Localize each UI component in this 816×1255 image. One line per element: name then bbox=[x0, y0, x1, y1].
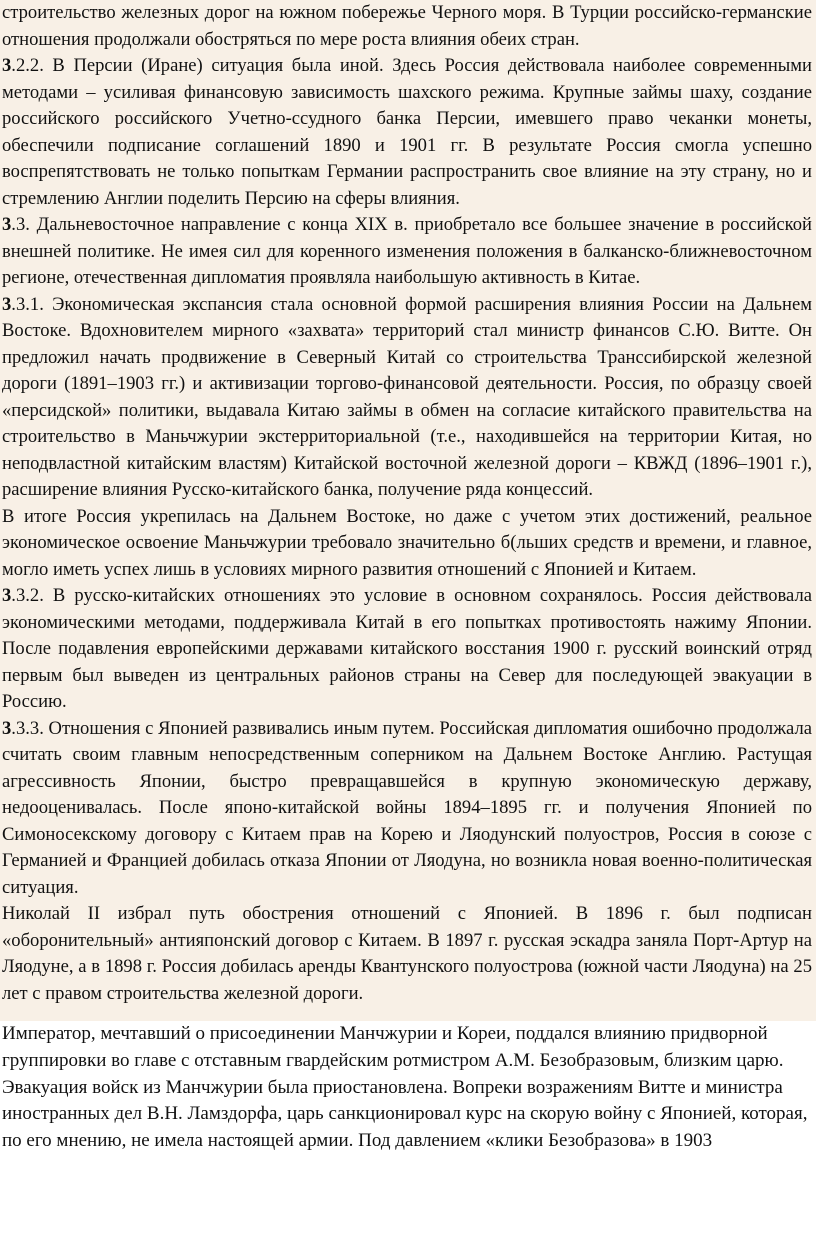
paragraph-3-3-1: 3.3.1. Экономическая экспансия стала основной формой расширения влияния России на Дальнем Востоке. Вдохновителем мирного «захвата» территорий стал министр финансов С.Ю. Витте. Он предложил начать продвижение в Северный Китай со строительства Транссибирской железной дороги (1891–1903 гг.) и активизации торгово-финансовой деятельности. Россия, по образцу своей «персидской» политики, выдавала Китаю займы в обмен на согласие китайского правительства на строительство в Маньчжурии экстерриториальной (т.е., находившейся на территории Китая, но неподвластной китайским властям) Китайской восточной железной дороги – КВЖД (1896–1901 г.), расширение влияния Русско-китайского банка, получение ряда концессий. bbox=[2, 293, 812, 500]
paragraph-3-3-3: 3.3.3. Отношения с Японией развивались иным путем. Российская дипломатия ошибочно продолжала считать своим главным непосредственным соперником на Дальнем Востоке Англию. Растущая агрессивность Японии, быстро превращавшейся в крупную экономическую державу, недооценивалась. После японо-китайской войны 1894–1895 гг. и получения Японией по Симоносекскому договору с Китаем прав на Корею и Ляодунский полуостров, Россия в союзе с Германией и Францией добилась отказа Японии от Ляодуна, но возникла новая военно-политическая ситуация. bbox=[2, 717, 812, 898]
paragraph-3-3: 3.3. Дальневосточное направление с конца XIX в. приобретало все большее значение в российской внешней политике. Не имея сил для коренного изменения положения в балканско-ближневосточном регионе, отечественная дипломатия проявляла наибольшую активность в Китае. bbox=[2, 214, 812, 288]
section-number: 3 bbox=[2, 585, 12, 606]
paragraph-result: В итоге Россия укрепилась на Дальнем Востоке, но даже с учетом этих достижений, реальное экономическое освоение Маньчжурии требовало значительно б(льших средств и времени, и главное, могло иметь успех лишь в условиях мирного развития отношений с Японией и Китаем. bbox=[2, 505, 812, 580]
paragraph-3-3-2: 3.3.2. В русско-китайских отношениях это условие в основном сохранялось. Россия действовала экономическими методами, поддерживала Китай в его попытках противостоять нажиму Японии. После подавления европейскими державами китайского восстания 1900 г. русский воинский отряд первым был выведен из центральных районов страны на Север для последующей эвакуации в Россию. bbox=[2, 585, 812, 712]
section-number: 3 bbox=[2, 55, 12, 76]
section-number: 3 bbox=[2, 214, 12, 235]
section-number: 3 bbox=[2, 717, 12, 739]
paragraph-3-2-2: 3.2.2. В Персии (Иране) ситуация была иной. Здесь Россия действовала наиболее современными методами – усиливая финансовую зависимость шахского режима. Крупные займы шаху, создание российского российского Учетно-ссудного банка Персии, имевшего право чеканки монеты, обеспечили подписание соглашений 1890 и 1901 гг. В результате Россия смогла успешно воспрепятствовать не только попыткам Германии распространить свое влияние на эту страну, но и стремлению Англии поделить Персию на сферы влияния. bbox=[2, 55, 812, 209]
paragraph-emperor: Император, мечтавший о присоединении Манчжурии и Кореи, поддался влиянию придворной группировки во главе с отставным гвардейским ротмистром А.М. Безобразовым, близким царю. Эвакуация войск из Манчжурии была приостановлена. Вопреки возражениям Витте и министра иностранных дел В.Н. Ламздорфа, царь санкционировал курс на скорую войну с Японией, которая, по его мнению, не имела настоящей армии. Под давлением «клики Безобразова» в 1903 bbox=[2, 1023, 808, 1152]
section-number: 3 bbox=[2, 293, 12, 315]
paragraph-nicholas: Николай II избрал путь обострения отношений с Японией. В 1896 г. был подписан «оборонительный» антияпонский договор с Китаем. В 1897 г. русская эскадра заняла Порт-Артур на Ляодуне, а в 1898 г. Россия добилась аренды Квантунского полуострова (южной части Ляодуна) на 25 лет с правом строительства железной дороги. bbox=[2, 903, 812, 1004]
lower-text-block bbox=[0, 1021, 816, 1155]
paragraph-continuation: строительство железных дорог на южном побережье Черного моря. В Турции российско-германские отношения продолжали обостряться по мере роста влияния обеих стран. bbox=[2, 2, 812, 50]
